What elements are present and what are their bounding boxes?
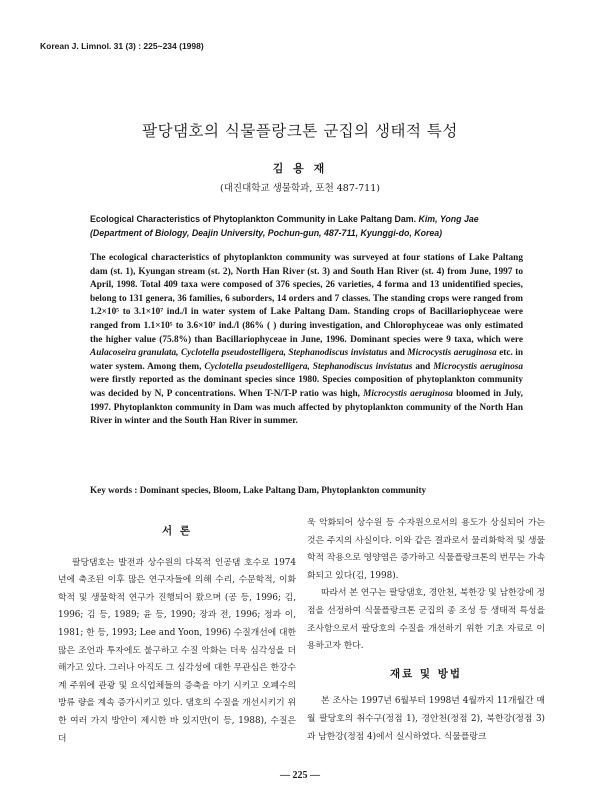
author-name: 김 용 재 bbox=[272, 162, 328, 175]
author-affiliation: (대진대학교 생물학과, 포천 487-711) bbox=[220, 183, 380, 194]
abstract bbox=[90, 252, 523, 429]
species-list: Cyclotella pseudostelligera, Stephanodiscus invistatus bbox=[204, 361, 413, 372]
species-name: Microcystis aeruginosa bbox=[433, 361, 523, 372]
page-number: — 225 — bbox=[280, 770, 320, 781]
section-heading-introduction: 서 론 bbox=[162, 525, 192, 537]
methods-paragraph: 본 조사는 1997년 6월부터 1998년 4월까지 11개월간 매월 팔당호의 취수구(정점 1), 경안천(정점 2), 북한강(정점 3)과 남한강(정점 4)에서 실시하였다. 식물플랑크 bbox=[307, 696, 545, 742]
journal-header: Korean J. Limnol. 31 (3) : 225~234 (1998) bbox=[40, 41, 204, 51]
section-heading-methods: 재료 및 방법 bbox=[389, 667, 463, 680]
species-list: Aulacoseira granulata, Cyclotella pseudostelligera, Stephanodiscus invistatus bbox=[90, 348, 388, 359]
intro-purpose-paragraph: 따라서 본 연구는 팔당댐호, 경안천, 북한강 및 남한강에 정점을 선정하여 식물플랑크톤 군집의 종 조성 등 생태적 특성을 조사함으로서 팔당호의 수질을 개선하기 위한 기초 자료로 이용하고자 한다. bbox=[307, 588, 545, 652]
species-name: Microcystis aeruginosa bbox=[407, 348, 497, 359]
right-column bbox=[307, 515, 545, 746]
english-title-block bbox=[90, 212, 520, 240]
abstract-text: The ecological characteristics of phytoplankton community was surveyed at four stations of Lake Paltang dam (st. 1), Kyungan stream (st. 2), North Han River (st. 3) and South Han River (st. 4) from June, 1997 to April, 1998. Total 409 taxa were composed of 376 species, 26 varieties, 4 forma and 13 unidentified species, belong to 131 genera, 36 families, 6 suborders, 14 orders and 7 classes. The standing crops were ranged from 1.2×10⁵ to 3.1×10⁷ ind./l in water system of Lake Paltang Dam. Standing crops of Bacillariophyceae were ranged from 1.1×10⁵ to 3.6×10⁷ ind./l (86% ( ) during investigation, and Chlorophyceae was only estimated the higher value (75.8%) than Bacillariophyceae in June, 1996. Dominant species were 9 taxa, which were Aulacoseira granulata, Cyclotella pseudostelligera, Stephanodiscus invistatus and Microcystis aeruginosa etc. in water system. Among them, Cyclotella pseudostelligera, Stephanodiscus invistatus and Microcystis aeruginosa were firstly reported as the dominant species since 1980. Species composition of phytoplankton community was decided by N, P concentrations. When T-N/T-P ratio was high, Microcystis aeruginosa bloomed in July, 1997. Phytoplankton community in Dam was much affected by phytoplankton community of the North Han River in winter and the South Han River in summer. bbox=[90, 253, 523, 427]
left-column bbox=[58, 515, 296, 748]
english-authors: Kim, Yong Jae bbox=[418, 214, 479, 224]
species-name: Microcystis aeruginosa bbox=[363, 388, 453, 399]
english-title: Ecological Characteristics of Phytoplankton Community in Lake Paltang Dam. bbox=[90, 214, 417, 224]
paper-title: 팔당댐호의 식물플랑크톤 군집의 생태적 특성 bbox=[142, 122, 458, 140]
intro-continued-paragraph: 욱 악화되어 상수원 등 수자원으로서의 용도가 상실되어 가는 것은 주지의 사실이다. 이와 같은 결과로서 물리화학적 및 생물학적 작용으로 영양염은 증가하고 식물플랑크톤의 번무는 가속화되고 있다(김, 1998). bbox=[307, 518, 545, 581]
intro-paragraph: 팔당댐호는 발전과 상수원의 다목적 인공댐 호수로 1974년에 축조된 이후 많은 연구자들에 의해 수리, 수문학적, 이화학적 및 생물학적 연구가 진행되어 왔으며 (공 등, 1996; 김, 1996; 김 등, 1989; 윤 등, 1990; 장과 전, 1996; 정과 이, 1981; 한 등, 1993; Lee and Yoon, 1996) 수질개선에 대한 많은 조언과 투자에도 불구하고 수질 악화는 더욱 심각성을 더해가고 있다. 그러나 아직도 그 심각성에 대한 무관심은 한강수계 주위에 관광 및 요식업체들의 증축을 야기 시키고 오폐수의 방류 량을 계속 증가시키고 있다. 댐호의 수질을 개선시키기 위한 여러 가지 방안이 제시한 바 있지만(이 등, 1988), 수질은 더 bbox=[58, 557, 296, 744]
keywords: Key words : Dominant species, Bloom, Lake Paltang Dam, Phytoplankton community bbox=[90, 485, 427, 495]
english-affiliation: (Department of Biology, Deajin University, Pochun-gun, 487-711, Kyunggi-do, Korea) bbox=[90, 228, 443, 238]
